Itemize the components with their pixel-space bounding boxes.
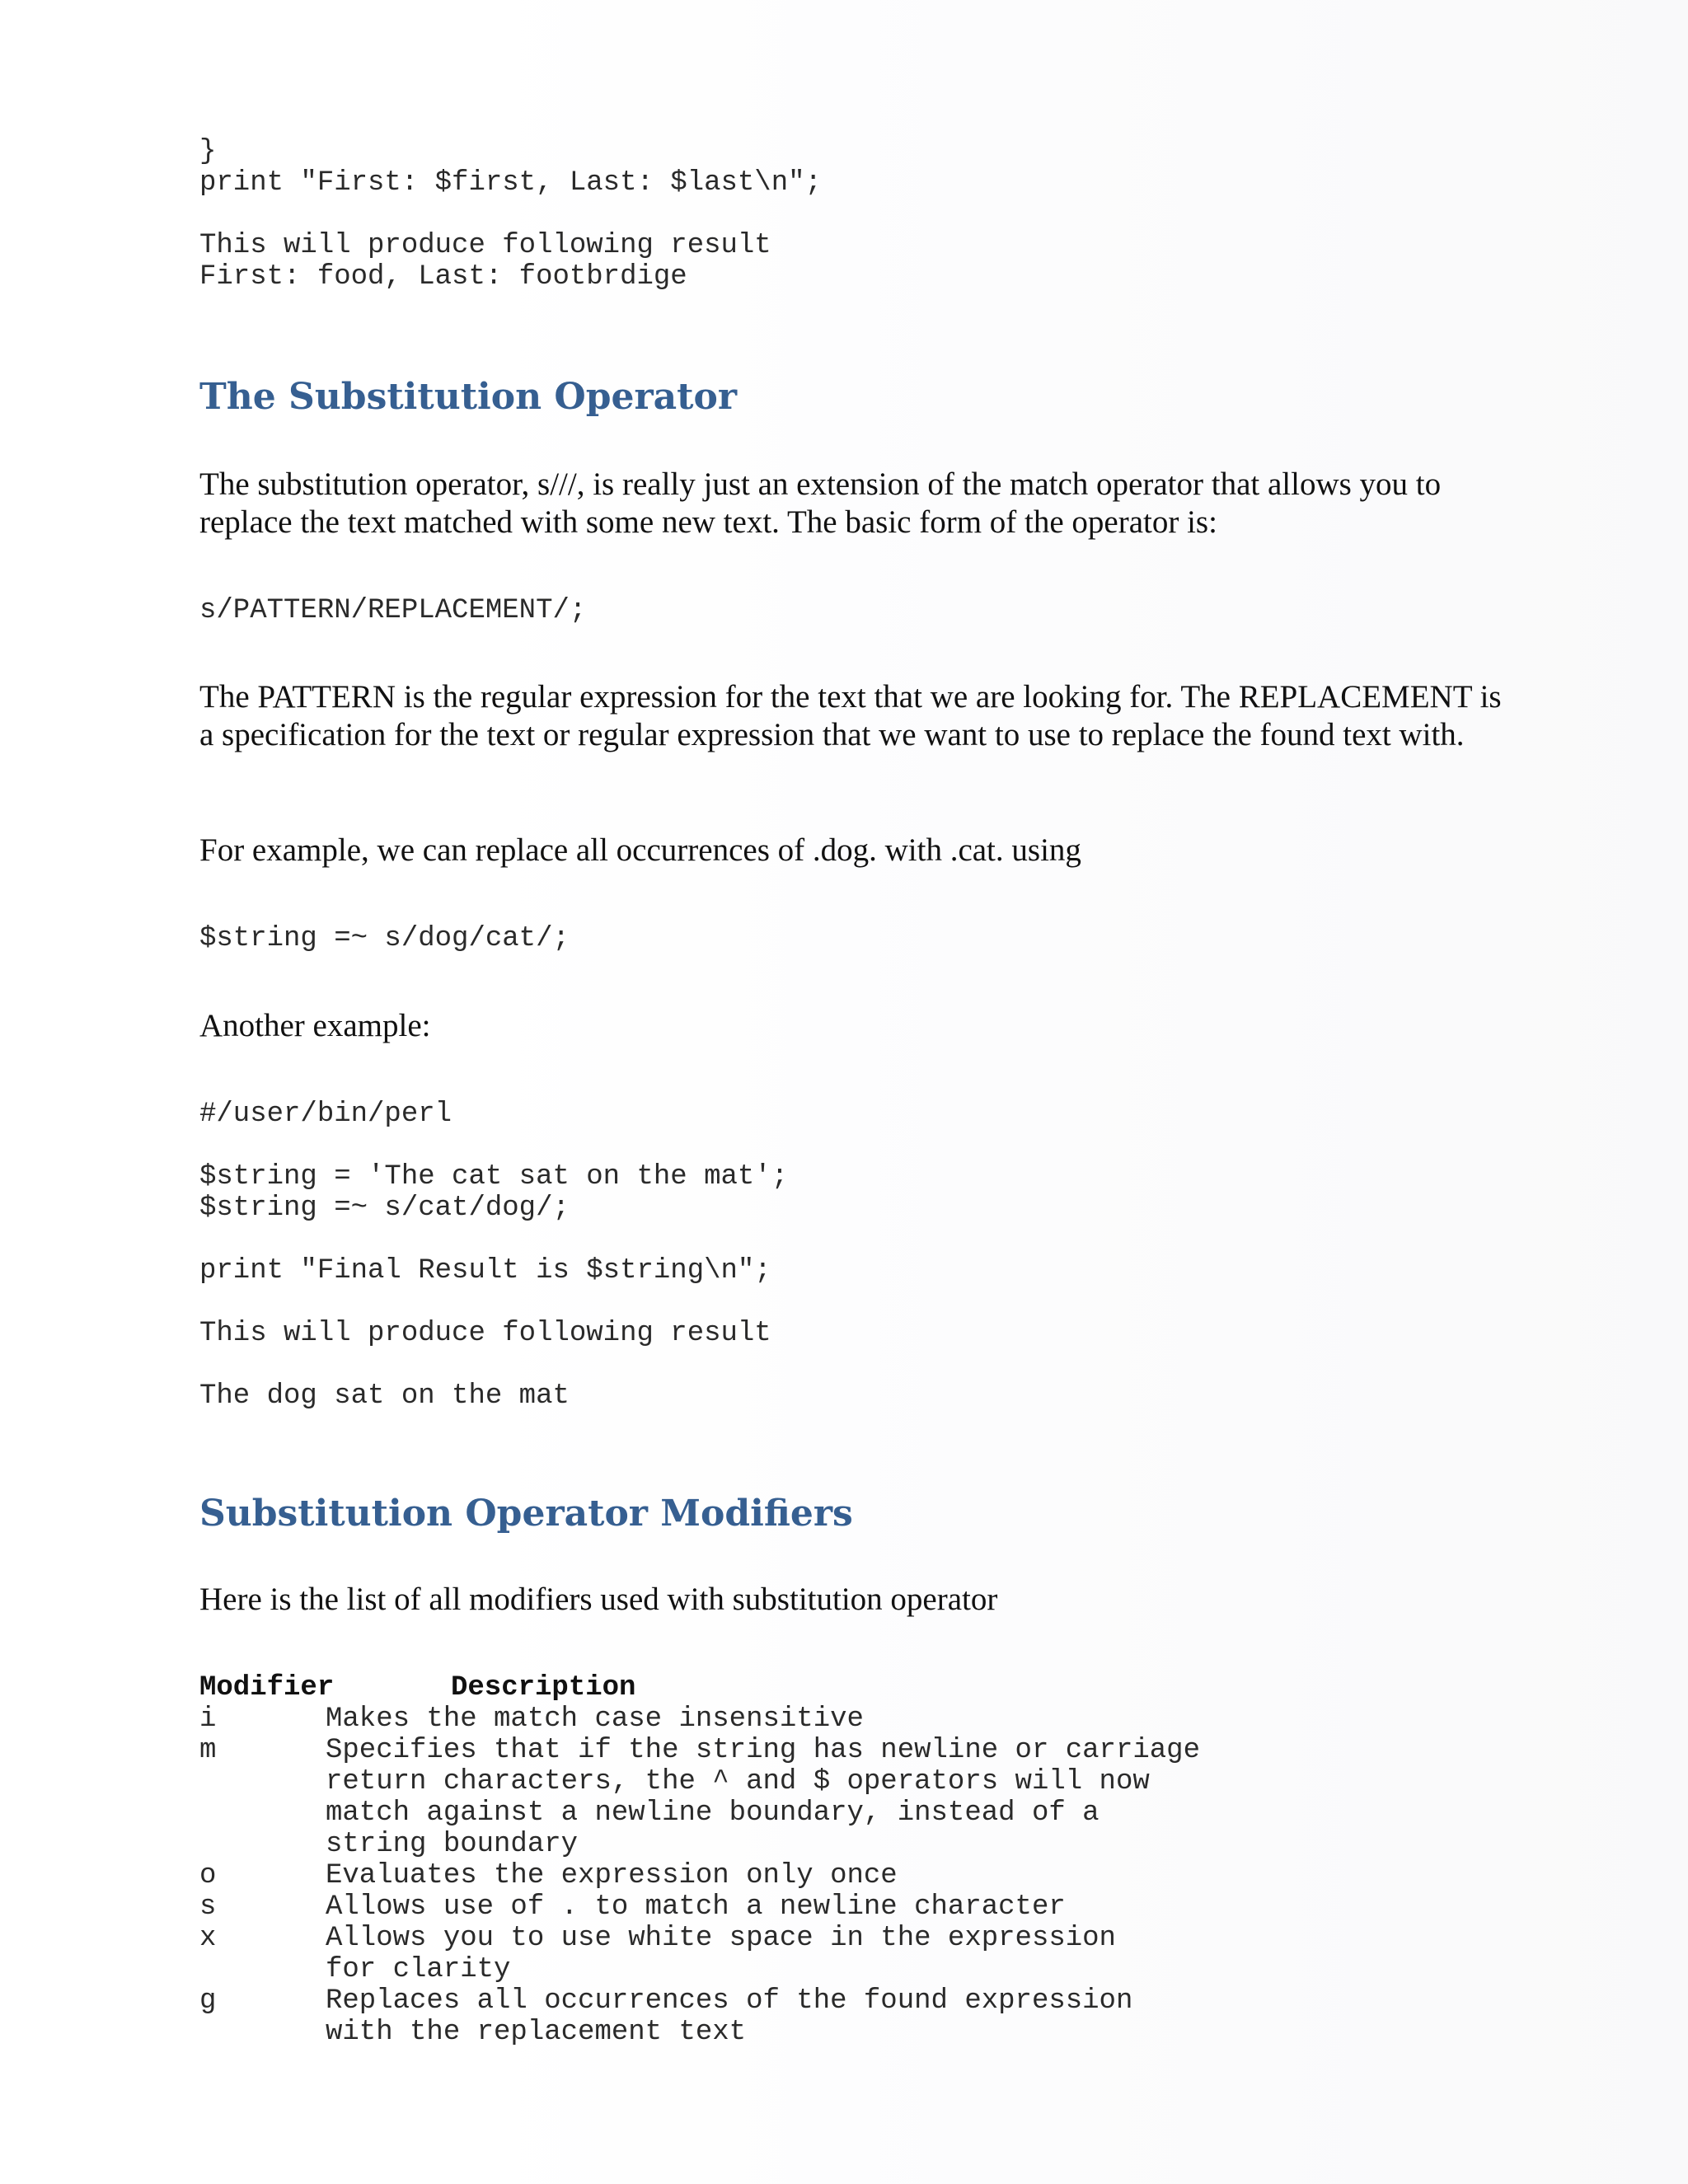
modifier-description: for clarity bbox=[326, 1954, 511, 1985]
paragraph-intro: The substitution operator, s///, is really just an extension of the match operator that allows you to replace the text matched with some new text. The basic form of the operator is: bbox=[199, 466, 1442, 540]
table-header-row bbox=[199, 1672, 636, 1704]
code-assign: $string = 'The cat sat on the mat'; bbox=[199, 1161, 789, 1193]
modifier-description: Replaces all occurrences of the found expression bbox=[326, 1985, 1133, 2017]
result-label: This will produce following result bbox=[199, 1318, 771, 1349]
result-output: The dog sat on the mat bbox=[199, 1380, 570, 1412]
table-row bbox=[199, 1891, 1066, 1923]
section-heading-substitution-operator: The Substitution Operator bbox=[199, 376, 738, 418]
table-row bbox=[199, 1735, 1200, 1766]
table-row bbox=[199, 1923, 1116, 1954]
modifier-key: x bbox=[199, 1923, 217, 1954]
result-output: First: food, Last: footbrdige bbox=[199, 261, 687, 293]
paragraph-another-example: Another example: bbox=[199, 1008, 431, 1043]
code-basic-form: s/PATTERN/REPLACEMENT/; bbox=[199, 595, 587, 626]
paragraph-example: For example, we can replace all occurrences of .dog. with .cat. using bbox=[199, 832, 1081, 868]
paragraph-pattern: The PATTERN is the regular expression for the text that we are looking for. The REPLACEMENT is a specification for the text or regular expression that we want to use to replace the found text with. bbox=[199, 679, 1502, 752]
paragraph-modifiers-intro: Here is the list of all modifiers used with substitution operator bbox=[199, 1582, 998, 1617]
table-row-continuation bbox=[199, 1954, 511, 1985]
modifier-description: Evaluates the expression only once bbox=[326, 1860, 898, 1891]
modifier-description: Specifies that if the string has newline or carriage bbox=[326, 1735, 1200, 1766]
table-header-modifier: Modifier bbox=[199, 1672, 335, 1704]
table-row bbox=[199, 1985, 1133, 2017]
table-row-continuation bbox=[199, 1766, 1150, 1797]
code-line: print "First: $first, Last: $last\n"; bbox=[199, 167, 822, 199]
modifier-description: with the replacement text bbox=[326, 2017, 747, 2048]
code-example: $string =~ s/dog/cat/; bbox=[199, 923, 570, 954]
code-print: print "Final Result is $string\n"; bbox=[199, 1255, 771, 1286]
modifier-description: Makes the match case insensitive bbox=[326, 1704, 864, 1735]
modifier-key: s bbox=[199, 1891, 217, 1923]
modifier-key: m bbox=[199, 1735, 217, 1766]
modifier-key: i bbox=[199, 1704, 217, 1735]
modifier-description: return characters, the ^ and $ operators will now bbox=[326, 1766, 1150, 1797]
table-row-continuation bbox=[199, 1829, 579, 1860]
modifier-description: match against a newline boundary, instead of a bbox=[326, 1797, 1100, 1829]
table-row-continuation bbox=[199, 1797, 1100, 1829]
section-heading-modifiers: Substitution Operator Modifiers bbox=[199, 1493, 853, 1535]
code-shebang: #/user/bin/perl bbox=[199, 1099, 452, 1130]
modifier-description: Allows you to use white space in the expression bbox=[326, 1923, 1116, 1954]
modifier-key: g bbox=[199, 1985, 217, 2017]
result-label: This will produce following result bbox=[199, 230, 771, 261]
code-subst: $string =~ s/cat/dog/; bbox=[199, 1193, 570, 1224]
modifier-description: Allows use of . to match a newline character bbox=[326, 1891, 1066, 1923]
table-header-description: Description bbox=[451, 1672, 636, 1704]
modifier-key: o bbox=[199, 1860, 217, 1891]
table-row bbox=[199, 1704, 864, 1735]
table-row bbox=[199, 1860, 898, 1891]
table-row-continuation bbox=[199, 2017, 747, 2048]
modifier-description: string boundary bbox=[326, 1829, 579, 1860]
code-line: } bbox=[199, 136, 217, 167]
